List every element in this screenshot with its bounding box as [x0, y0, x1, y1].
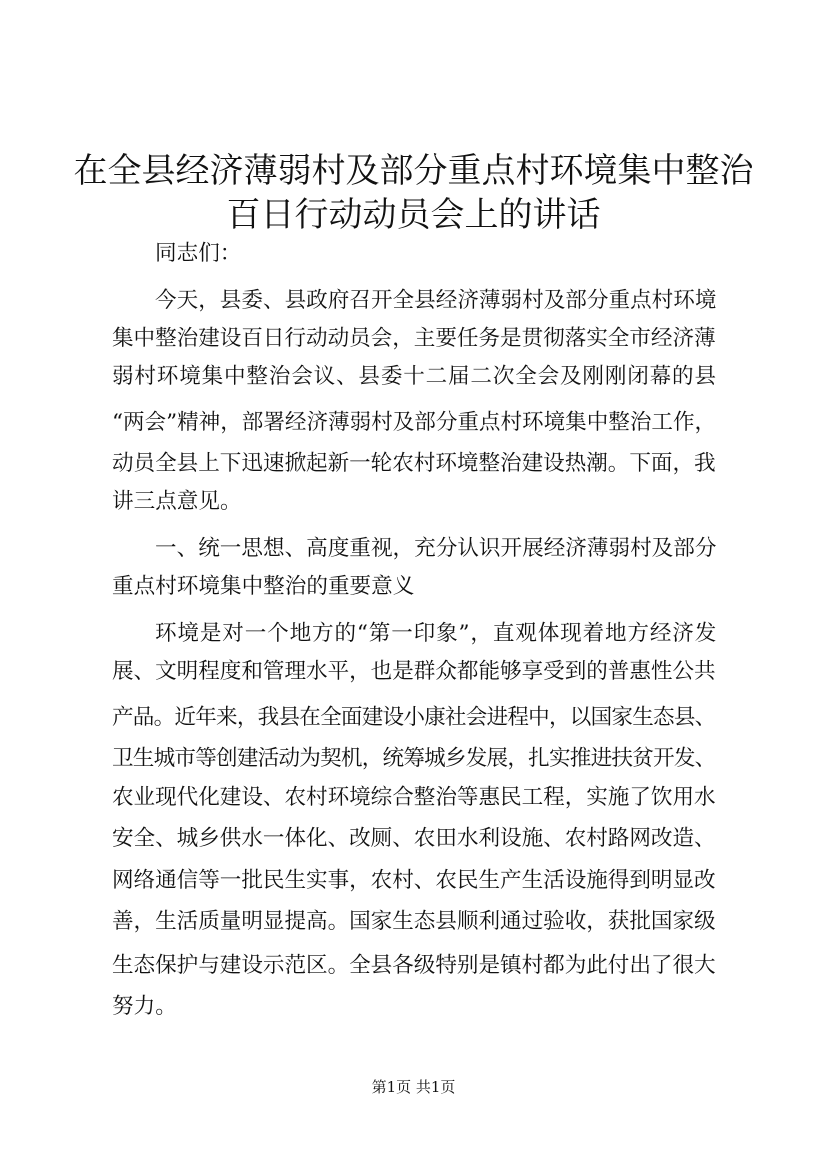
- paragraph-line: 弱村环境集中整治会议、县委十二届二次全会及刚刚闭幕的县: [112, 364, 717, 389]
- page-footer: 第1页 共1页: [371, 1078, 456, 1096]
- paragraph-line: 网络通信等一批民生实事，农村、农民生产生活设施得到明显改: [112, 868, 716, 893]
- paragraph-line: 努力。: [112, 994, 177, 1019]
- paragraph-line: 展、文明程度和管理水平，也是群众都能够享受到的普惠性公共: [112, 659, 716, 684]
- document-title-line-2: 百日行动动员会上的讲话: [226, 195, 601, 235]
- paragraph-line: 安全、城乡供水一体化、改厕、农田水利设施、农村路网改造、: [112, 826, 716, 851]
- paragraph-line: 讲三点意见。: [112, 489, 242, 514]
- salutation: 同志们：: [155, 241, 242, 266]
- paragraph-line: 生态保护与建设示范区。全县各级特别是镇村都为此付出了很大: [112, 953, 716, 978]
- paragraph-line: 卫生城市等创建活动为契机，统筹城乡发展，扎实推进扶贫开发、: [112, 746, 716, 771]
- paragraph-line: 善，生活质量明显提高。国家生态县顺利通过验收，获批国家级: [112, 909, 716, 934]
- section-heading-line: 重点村环境集中整治的重要意义: [112, 574, 415, 599]
- paragraph-line: 环境是对一个地方的“第一印象”，直观体现着地方经济发: [155, 621, 718, 646]
- section-heading-line: 一、统一思想、高度重视，充分认识开展经济薄弱村及部分: [155, 536, 717, 561]
- paragraph-line: 今天，县委、县政府召开全县经济薄弱村及部分重点村环境: [155, 288, 717, 313]
- paragraph-line: 农业现代化建设、农村环境综合整治等惠民工程，实施了饮用水: [112, 785, 716, 810]
- paragraph-line: 集中整治建设百日行动动员会，主要任务是贯彻落实全市经济薄: [112, 326, 716, 351]
- document-title-line-1: 在全县经济薄弱村及部分重点村环境集中整治: [73, 151, 754, 191]
- paragraph-line: 动员全县上下迅速掀起新一轮农村环境整治建设热潮。下面，我: [112, 451, 716, 476]
- paragraph-line: 产品。近年来，我县在全面建设小康社会进程中，以国家生态县、: [112, 705, 716, 730]
- paragraph-line: “两会”精神，部署经济薄弱村及部分重点村环境集中整治工作，: [112, 410, 717, 435]
